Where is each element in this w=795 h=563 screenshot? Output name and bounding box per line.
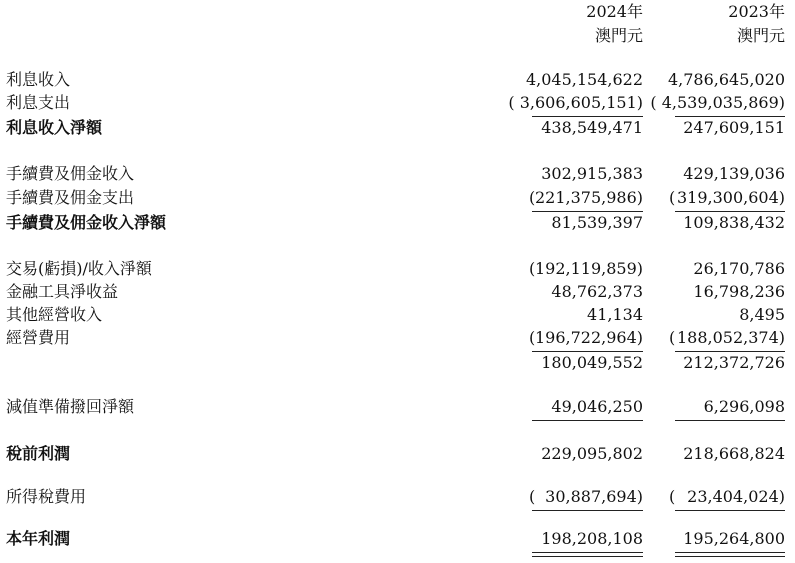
value-2024: 81,539,397 [551,213,643,232]
value-2023: 8,495 [739,305,785,324]
header-year-2023: 2023年 [728,2,785,21]
total-double-rule [675,552,785,557]
value-2024: 438,549,471 [541,118,643,137]
row-income-tax-expense [0,486,795,508]
row-label: 利息支出 [6,93,71,112]
header-currency-2023: 澳門元 [736,26,785,45]
value-2024: 180,049,552 [541,353,643,372]
value-2023: 23,404,024) [687,487,785,506]
row-label: 手續費及佣金收入 [6,164,135,183]
value-2023: 319,300,604) [676,188,785,207]
open-bracket: ( [529,188,536,207]
row-label: 手續費及佣金支出 [6,188,135,207]
value-2024: 229,095,802 [541,444,643,463]
row-label: 利息收入 [6,70,71,89]
row-label: 減值準備撥回淨額 [6,397,135,416]
row-net-fee-commission-income [0,212,795,234]
value-2023: 26,170,786 [693,259,785,278]
value-2024: 302,915,383 [541,164,643,183]
row-label: 經營費用 [6,328,71,347]
subtotal-rule [532,510,643,511]
value-2024: 49,046,250 [551,397,643,416]
value-2024: ( 3,606,605,151) [508,93,643,112]
row-label: 稅前利潤 [6,444,71,463]
row-label: 其他經營收入 [6,305,103,324]
subtotal-rule [675,420,785,421]
value-2024: 48,762,373 [551,282,643,301]
open-bracket: ( [669,188,676,207]
value-2024: 4,045,154,622 [525,70,643,89]
value-2023: 218,668,824 [683,444,785,463]
row-label: 所得稅費用 [6,487,87,506]
value-2023: 16,798,236 [693,282,785,301]
subtotal-rule [675,510,785,511]
value-2024: 192,119,859) [534,259,643,278]
value-2024: 30,887,694) [545,487,643,506]
value-2023: 247,609,151 [683,118,785,137]
value-2023: 109,838,432 [683,213,785,232]
value-2024: 221,375,986) [534,188,643,207]
row-label: 手續費及佣金收入淨額 [6,213,167,232]
value-2024: 198,208,108 [541,529,643,548]
value-2023: 195,264,800 [683,529,785,548]
subtotal-rule [532,420,643,421]
row-fee-commission-income [0,163,795,185]
row-impairment-reversal [0,396,795,418]
row-fee-commission-expense [0,187,795,209]
row-operating-expenses [0,327,795,349]
value-2023: 188,052,374) [676,328,785,347]
open-bracket: ( [529,259,536,278]
value-2023: 6,296,098 [703,397,785,416]
value-2024: 196,722,964) [534,328,643,347]
row-net-trading [0,258,795,280]
value-2023: 4,786,645,020 [667,70,785,89]
row-label: 利息收入淨額 [6,118,103,137]
row-label: 交易(虧損)/收入淨額 [6,259,152,278]
open-bracket: ( [529,487,536,506]
row-label: 本年利潤 [6,529,71,548]
value-2023: 212,372,726 [683,353,785,372]
value-2023: ( 4,539,035,869) [650,93,785,112]
value-2023: 429,139,036 [683,164,785,183]
row-profit-for-year [0,528,795,550]
row-interest-expense [0,92,795,114]
row-net-interest-income [0,117,795,139]
row-label: 金融工具淨收益 [6,282,119,301]
row-interest-income [0,69,795,91]
value-2024: 41,134 [587,305,643,324]
row-profit-before-tax [0,443,795,465]
row-operating-subtotal [0,352,795,374]
total-double-rule [532,552,643,557]
open-bracket: ( [529,328,536,347]
row-other-operating-income [0,304,795,326]
row-financial-instruments-gain [0,281,795,303]
header-year-2024: 2024年 [586,2,643,21]
header-currency-2024: 澳門元 [594,26,643,45]
open-bracket: ( [669,328,676,347]
open-bracket: ( [669,487,676,506]
